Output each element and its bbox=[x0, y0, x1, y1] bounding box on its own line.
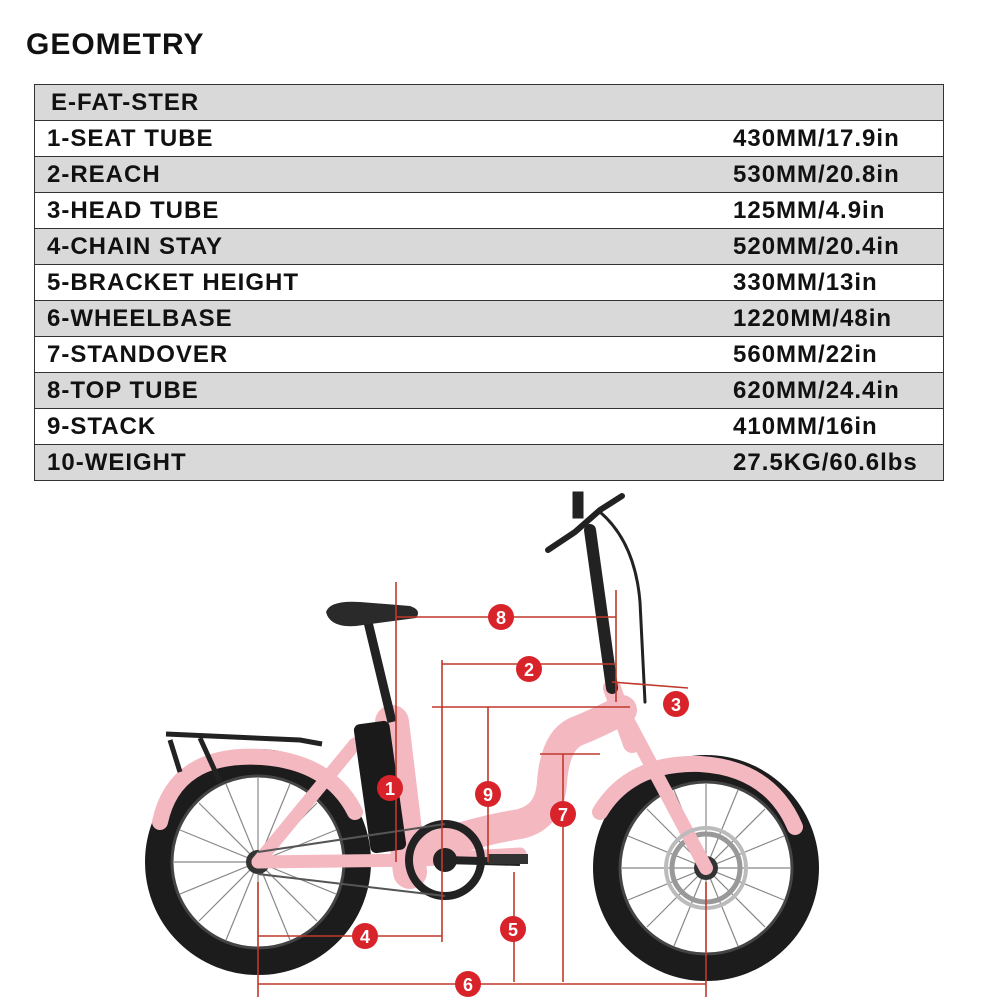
bike-geometry-diagram bbox=[0, 482, 1000, 1000]
marker-6-label: 6 bbox=[462, 975, 474, 995]
row-label: 1-SEAT TUBE bbox=[35, 121, 734, 157]
row-label: 10-WEIGHT bbox=[35, 445, 734, 481]
row-label: 3-HEAD TUBE bbox=[35, 193, 734, 229]
table-header-row bbox=[35, 85, 944, 121]
marker-4-label: 4 bbox=[359, 927, 371, 947]
row-value: 620MM/24.4in bbox=[733, 373, 944, 409]
marker-3 bbox=[663, 691, 689, 717]
row-value: 560MM/22in bbox=[733, 337, 944, 373]
marker-1 bbox=[377, 775, 403, 801]
marker-3-label: 3 bbox=[670, 695, 682, 715]
marker-2-label: 2 bbox=[523, 660, 535, 680]
table-row bbox=[35, 121, 944, 157]
row-label: 6-WHEELBASE bbox=[35, 301, 734, 337]
row-label: 8-TOP TUBE bbox=[35, 373, 734, 409]
row-value: 430MM/17.9in bbox=[733, 121, 944, 157]
marker-5 bbox=[500, 916, 526, 942]
table-row bbox=[35, 301, 944, 337]
marker-5-label: 5 bbox=[507, 920, 519, 940]
marker-7-label: 7 bbox=[557, 805, 569, 825]
marker-9-label: 9 bbox=[482, 785, 494, 805]
row-label: 7-STANDOVER bbox=[35, 337, 734, 373]
marker-6 bbox=[455, 971, 481, 997]
row-label: 9-STACK bbox=[35, 409, 734, 445]
row-value: 27.5KG/60.6lbs bbox=[733, 445, 944, 481]
model-name: E-FAT-STER bbox=[35, 85, 944, 121]
marker-8-label: 8 bbox=[495, 608, 507, 628]
table-row bbox=[35, 229, 944, 265]
row-label: 4-CHAIN STAY bbox=[35, 229, 734, 265]
table-row bbox=[35, 445, 944, 481]
row-label: 5-BRACKET HEIGHT bbox=[35, 265, 734, 301]
table-row bbox=[35, 265, 944, 301]
row-label: 2-REACH bbox=[35, 157, 734, 193]
marker-4 bbox=[352, 923, 378, 949]
row-value: 330MM/13in bbox=[733, 265, 944, 301]
row-value: 1220MM/48in bbox=[733, 301, 944, 337]
marker-9 bbox=[475, 781, 501, 807]
marker-8 bbox=[488, 604, 514, 630]
table-row bbox=[35, 373, 944, 409]
table-row bbox=[35, 409, 944, 445]
seat bbox=[326, 602, 418, 722]
geometry-table bbox=[34, 84, 944, 481]
marker-1-label: 1 bbox=[384, 779, 396, 799]
table-row bbox=[35, 193, 944, 229]
page-title: GEOMETRY bbox=[26, 28, 205, 61]
row-value: 530MM/20.8in bbox=[733, 157, 944, 193]
row-value: 410MM/16in bbox=[733, 409, 944, 445]
marker-2 bbox=[516, 656, 542, 682]
table-row bbox=[35, 337, 944, 373]
handlebar bbox=[548, 492, 645, 702]
row-value: 125MM/4.9in bbox=[733, 193, 944, 229]
marker-7 bbox=[550, 801, 576, 827]
table-row bbox=[35, 157, 944, 193]
row-value: 520MM/20.4in bbox=[733, 229, 944, 265]
